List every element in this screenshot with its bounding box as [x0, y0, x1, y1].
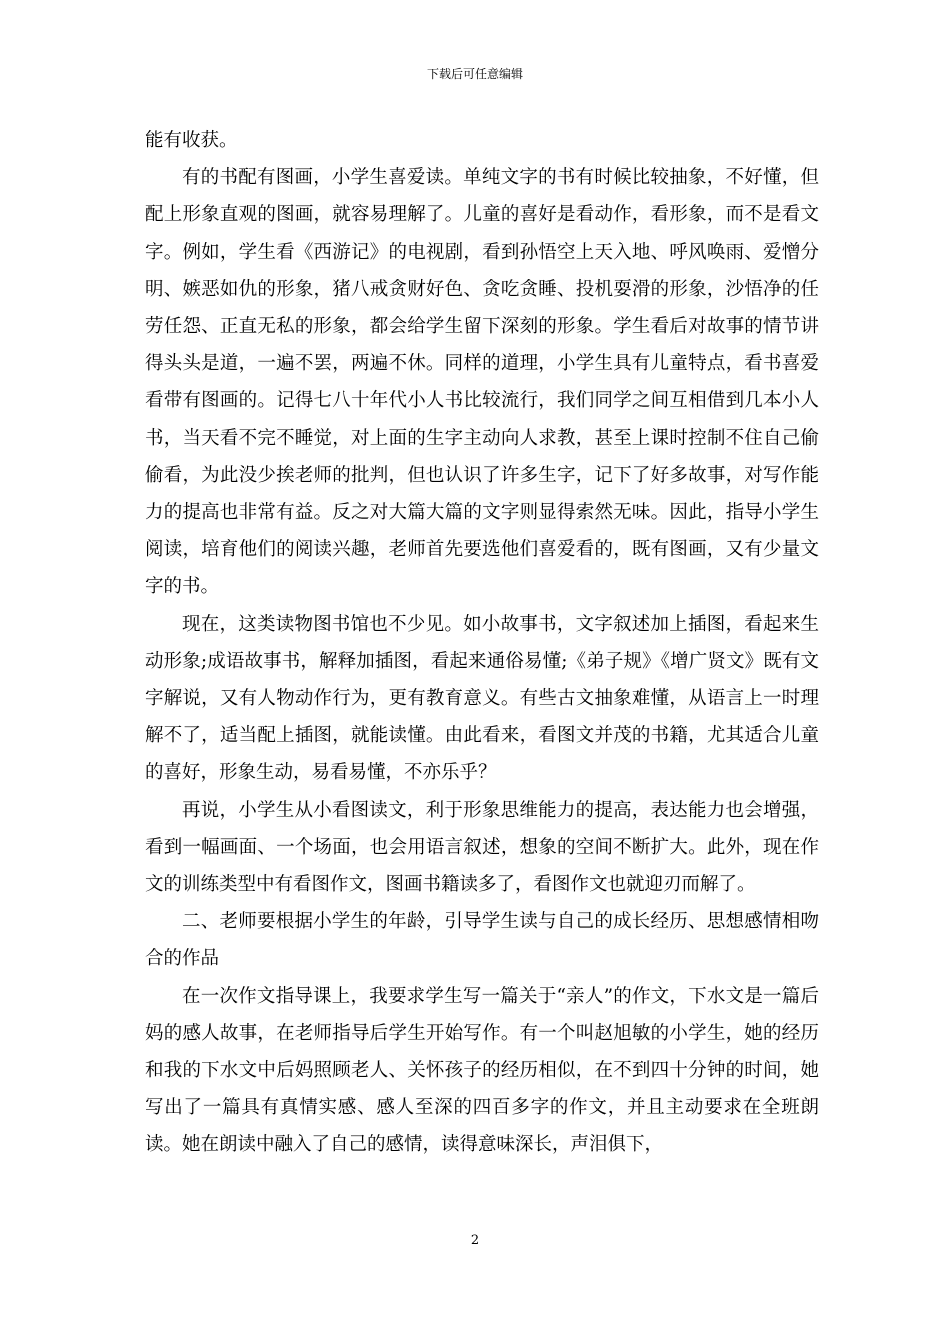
paragraph-picture-books: 有的书配有图画，小学生喜爱读。单纯文字的书有时候比较抽象，不好懂，但配上形象直观的图画，就容易理解了。儿童的喜好是看动作，看形象，而不是看文字。例如，学生看《西游记》的电视剧，看到孙悟空上天入地、呼风唤雨、爱憎分明、嫉恶如仇的形象，猪八戒贪财好色、贪吃贪睡、投机耍滑的形象，沙悟净的任劳任怨、正直无私的形象，都会给学生留下深刻的形象。学生看后对故事的情节讲得头头是道，一遍不罢，两遍不休。同样的道理，小学生具有儿童特点，看书喜爱看带有图画的。记得七八十年代小人书比较流行，我们同学之间互相借到几本小人书，当天看不完不睡觉，对上面的生字主动向人求教，甚至上课时控制不住自己偷偷看，为此没少挨老师的批判，但也认识了许多生字，记下了好多故事，对写作能力的提高也非常有益。反之对大篇大篇的文字则显得索然无味。因此，指导小学生阅读，培育他们的阅读兴趣，老师首先要选他们喜爱看的，既有图画，又有少量文字的书。	[145, 167, 819, 598]
document-body	[145, 122, 819, 1164]
page-number: 2	[470, 1233, 480, 1248]
paragraph-image-thinking: 再说，小学生从小看图读文，利于形象思维能力的提高，表达能力也会增强，看到一幅画面、一个场面，也会用语言叙述，想象的空间不断扩大。此外，现在作文的训练类型中有看图作文，图画书籍读多了，看图作文也就迎刃而解了。	[145, 799, 819, 896]
page-header: 下载后可任意编辑	[426, 67, 523, 81]
paragraph-library-books: 现在，这类读物图书馆也不少见。如小故事书，文字叙述加上插图，看起来生动形象;成语故事书，解释加插图，看起来通俗易懂;《弟子规》《增广贤文》既有文字解说，又有人物动作行为，更有教育意义。有些古文抽象难懂，从语言上一时理解不了，适当配上插图，就能读懂。由此看来，看图文并茂的书籍，尤其适合儿童的喜好，形象生动，易看易懂，不亦乐乎？	[145, 613, 819, 784]
section-heading-two: 二、老师要根据小学生的年龄，引导学生读与自己的成长经历、思想感情相吻合的作品	[145, 911, 819, 970]
paragraph-continuation: 能有收获。	[145, 130, 238, 151]
paragraph-composition-class: 在一次作文指导课上，我要求学生写一篇关于“亲人”的作文，下水文是一篇后妈的感人故事，在老师指导后学生开始写作。有一个叫赵旭敏的小学生，她的经历和我的下水文中后妈照顾老人、关怀孩子的经历相似，在不到四十分钟的时间，她写出了一篇具有真情实感、感人至深的四百多字的作文，并且主动要求在全班朗读。她在朗读中融入了自己的感情，读得意味深长，声泪俱下，	[145, 985, 819, 1156]
